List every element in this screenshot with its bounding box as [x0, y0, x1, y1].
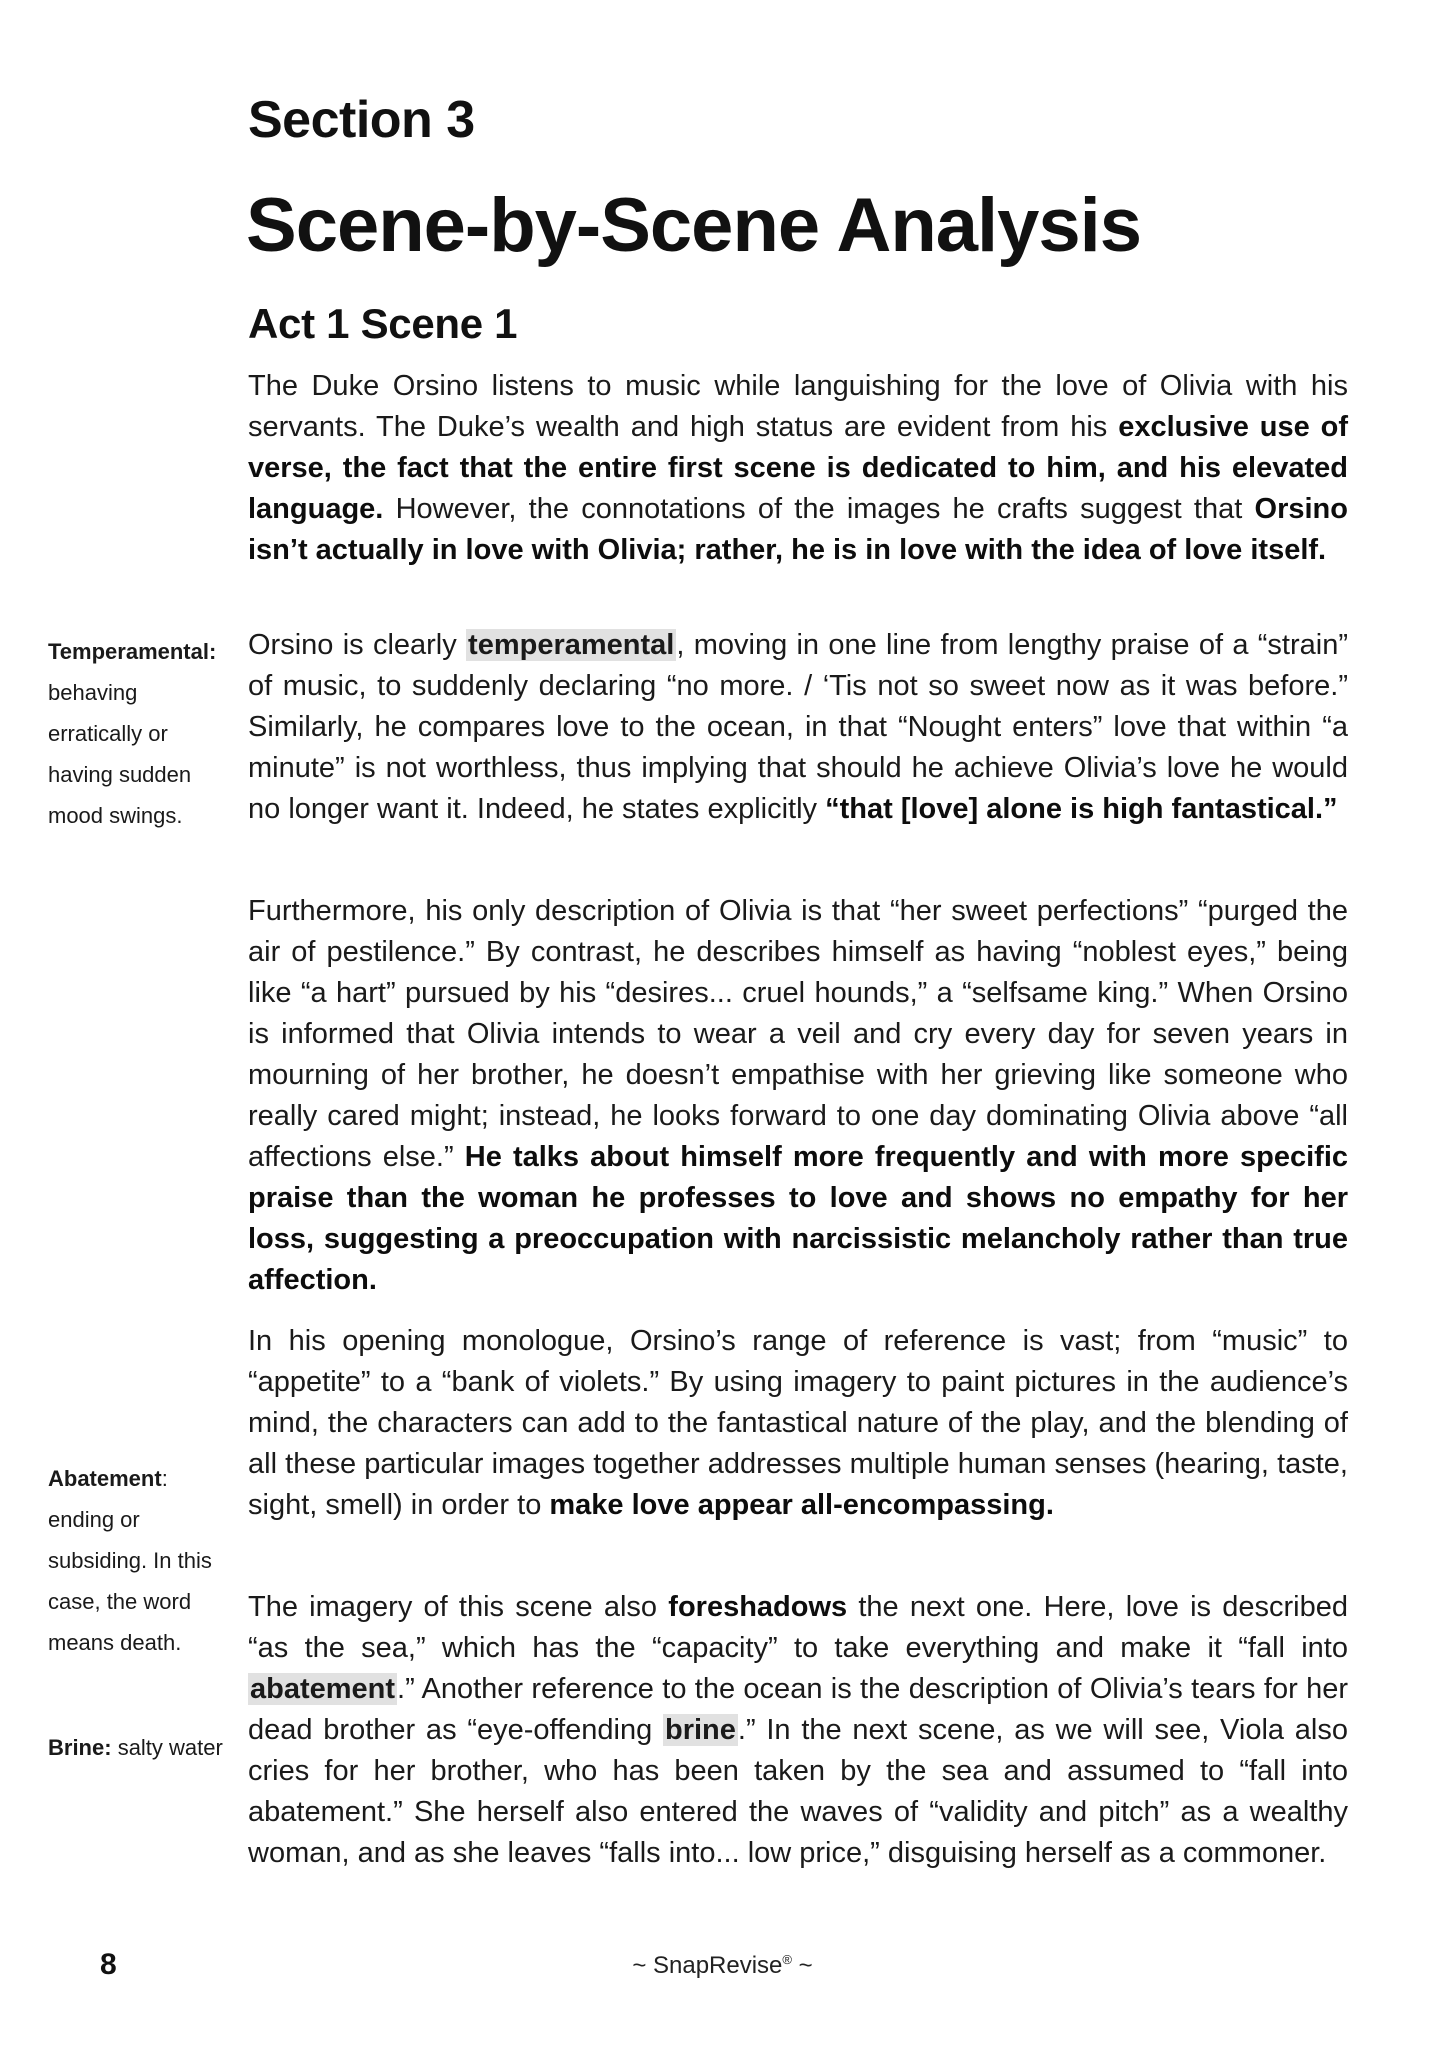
text-run: the next one. Here, love is described “as the sea,” which has the “capacity” to take everything and make it “fall into: [248, 1591, 1348, 1664]
bold-emphasis: make love appear all-encompassing.: [549, 1489, 1054, 1521]
brand-suffix: ~: [792, 1952, 813, 1979]
registered-mark: ®: [782, 1952, 792, 1967]
bold-emphasis: foreshadows: [668, 1591, 848, 1623]
glossary-temperamental: [48, 631, 233, 836]
glossary-highlight: brine: [664, 1714, 736, 1746]
page-number: 8: [100, 1948, 117, 1981]
text-run: The Duke Orsino listens to music while languishing for the love of Olivia with his servants. The Duke’s wealth and high status are evident from his: [248, 370, 1348, 443]
glossary-abatement: [48, 1458, 233, 1663]
text-run: .” In the next scene, as we will see, Viola also cries for her brother, who has been taken by the sea and assumed to “fall into abatement.” She herself also entered the waves of “validity and pitch” as a wealthy woman, and as she leaves “falls into... low price,” disguising herself as a commoner.: [248, 1714, 1348, 1869]
bold-emphasis: Orsino isn’t actually in love with Olivia; rather, he is in love with the idea of love itself.: [248, 493, 1348, 566]
page-title: Scene-by-Scene Analysis: [246, 183, 1142, 268]
bold-emphasis: exclusive use of verse, the fact that the entire first scene is dedicated to him, and his elevated language.: [248, 411, 1348, 525]
glossary-term: Brine:: [48, 1735, 112, 1760]
brand-prefix: ~ SnapRevise: [632, 1952, 783, 1979]
bold-emphasis: He talks about himself more frequently and with more specific praise than the woman he professes to love and shows no empathy for her loss, suggesting a preoccupation with narcissistic melancholy rather than true affection.: [248, 1141, 1349, 1296]
text-run: Orsino is clearly: [248, 629, 467, 661]
glossary-colon: :: [161, 1466, 168, 1491]
glossary-brine: [48, 1727, 233, 1768]
text-run: .” Another reference to the ocean is the description of Olivia’s tears for her dead brother as “eye-offending: [248, 1673, 1348, 1746]
glossary-highlight: temperamental: [468, 629, 675, 661]
text-run: The imagery of this scene also: [248, 1591, 669, 1623]
glossary-term: Temperamental:: [48, 639, 217, 664]
scene-heading: Act 1 Scene 1: [248, 300, 518, 347]
paragraph-foreshadowing: [248, 1587, 1348, 1874]
paragraph-monologue: [248, 1321, 1348, 1526]
glossary-definition: ending or subsiding. In this case, the word means death.: [48, 1507, 212, 1655]
glossary-term: Abatement: [48, 1466, 162, 1491]
bold-emphasis: “that [love] alone is high fantastical.”: [825, 793, 1338, 825]
text-run: Furthermore, his only description of Olivia is that “her sweet perfections” “purged the air of pestilence.” By contrast, he describes himself as having “noblest eyes,” being like “a hart” pursued by his “desires... cruel hounds,” a “selfsame king.” When Orsino is informed that Olivia intends to wear a veil and cry every day for seven years in mourning of her brother, he doesn’t empathise with her grieving like someone who really cared might; instead, he looks forward to one day dominating Olivia above “all affections else.”: [248, 895, 1348, 1173]
text-run: However, the connotations of the images he crafts suggest that: [383, 493, 1255, 525]
text-run: In his opening monologue, Orsino’s range of reference is vast; from “music” to “appetite” to a “bank of violets.” By using imagery to paint pictures in the audience’s mind, the characters can add to the fantastical nature of the play, and the blending of all these particular images together addresses multiple human senses (hearing, taste, sight, smell) in order to: [248, 1325, 1348, 1521]
paragraph-descriptions: [248, 891, 1348, 1301]
paragraph-temperamental: [248, 625, 1348, 830]
footer-brand: [0, 1952, 1445, 1980]
glossary-definition: salty water: [117, 1735, 223, 1760]
glossary-highlight: abatement: [250, 1673, 396, 1705]
paragraph-intro: [248, 366, 1348, 571]
text-run: , moving in one line from lengthy praise of a “strain” of music, to suddenly declaring “no more. / ‘Tis not so sweet now as it was before.” Similarly, he compares love to the ocean, in that “Nought enters” love that within “a minute” is not worthless, thus implying that should he achieve Olivia’s love he would no longer want it. Indeed, he states explicitly: [248, 629, 1348, 825]
glossary-definition: behaving erratically or having sudden mood swings.: [48, 680, 192, 828]
section-label: Section 3: [248, 91, 475, 149]
